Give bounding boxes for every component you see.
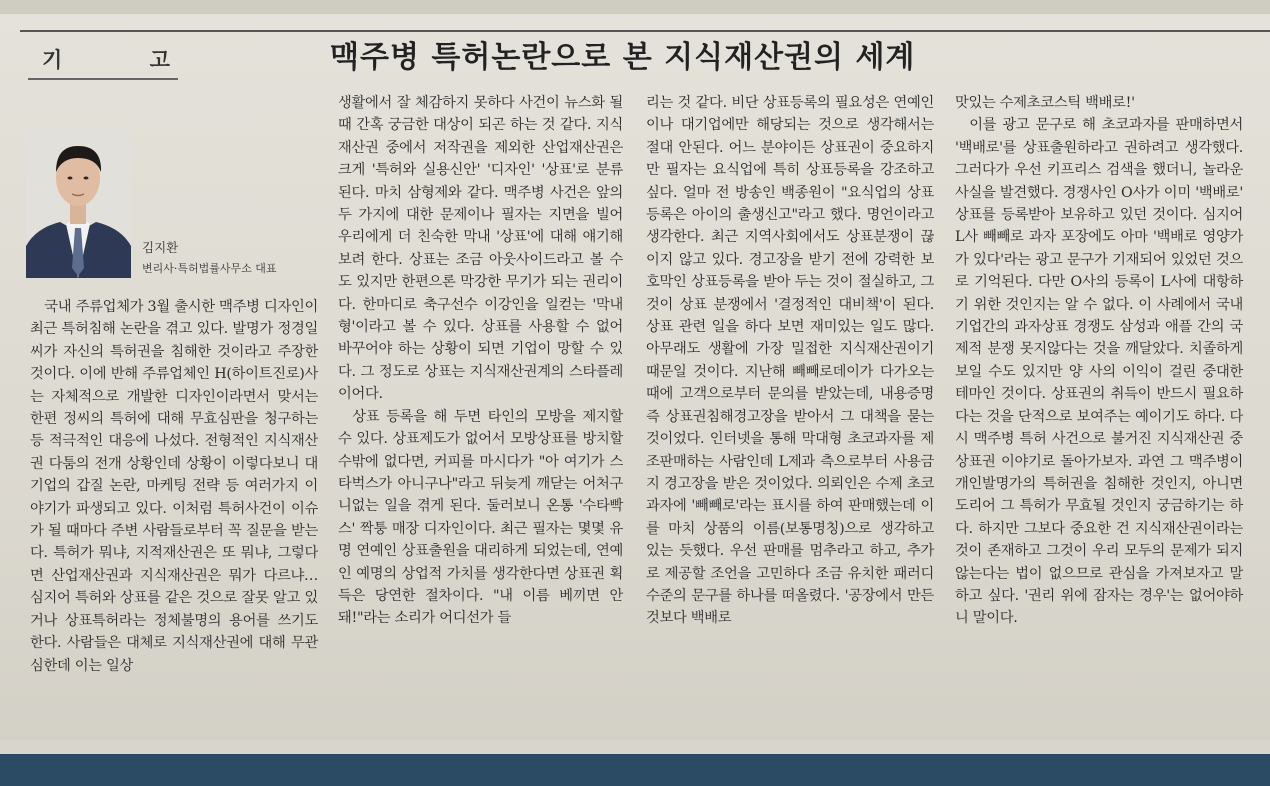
headline: 맥주병 특허논란으로 본 지식재산권의 세계 <box>330 40 916 75</box>
section-label: 기 고 <box>42 48 210 72</box>
bottom-margin <box>0 740 1270 754</box>
article-column-4 <box>955 92 1243 630</box>
article-paragraph: 리는 것 같다. 비단 상표등록의 필요성은 연예인이나 대기업에만 해당되는 것으로 생각해서는 절대 안된다. 어느 분야이든 상표권이 중요하지만 필자는 요식업에 특히 상표등록을 강조하고 싶다. 얼마 전 방송인 백종원이 "요식업의 상표등록은 아이의 출생신고"라고 했다. 명언이라고 생각한다. 최근 지역사회에서도 상표분쟁이 끊이지 않고 있다. 경고장을 받기 전에 강력한 보호막인 상표등록을 받아 두는 것이 절실하고, 그것이 상표 분쟁에서 '결정적인 대비책'이 된다. 상표 관련 일을 하다 보면 재미있는 일도 많다. 아무래도 생활에 가장 밀접한 지식재산권이기 때문일 것이다. 지난해 빼빼로데이가 다가오는 때에 고객으로부터 문의를 받았는데, 내용증명 즉 상표권침해경고장을 받아서 그 대책을 묻는 것이었다. 인터넷을 통해 막대형 초코과자를 제조판매하는 사람인데 L제과 측으로부터 사용금지 경고장을 받은 것이었다. 의뢰인은 수제 초코과자에 '빼빼로'라는 표시를 하여 판매했는데 이를 마치 상품의 이름(보통명칭)으로 생각하고 있는 듯했다. 우선 판매를 멈추라고 하고, 추가로 제공할 조언을 고민하다 조금 유치한 패러디 수준의 문구를 하나를 떠올렸다. '공장에서 만든 것보다 백배로 <box>646 95 934 627</box>
article-paragraph: 맛있는 수제초코스틱 백배로!' <box>955 95 1135 111</box>
article-column-2 <box>338 92 623 630</box>
top-strip <box>0 0 1270 14</box>
article-paragraph: 이를 광고 문구로 해 초코과자를 판매하면서 '백배로'를 상표출원하라고 권하려고 생각했다. 그러다가 우선 키프리스 검색을 했더니, 놀라운 사실을 발견했다. 경쟁사인 O사가 이미 '백배로' 상표를 등록받아 보유하고 있던 것이다. 심지어 L사 빼빼로 과자 포장에도 아마 '백배로 영양가가 있다'라는 광고 문구가 기재되어 있었던 것으로 기억된다. 다만 O사의 등록이 L사에 대항하기 위한 것인지는 알 수 없다. 이 사례에서 국내기업간의 과자상표 경쟁도 삼성과 애플 간의 국제적 분쟁 못지않다는 것을 깨달았다. 치졸하게 보일 수도 있지만 양 사의 이익이 걸린 중대한 테마인 것이다. 상표권의 취득이 반드시 필요하다는 것을 단적으로 보여주는 예이기도 하다. 다시 맥주병 특허 사건으로 불거진 지식재산권 중 상표권 이야기로 돌아가보자. 과연 그 맥주병이 개인발명가의 특허권을 침해한 것인지, 아니면 도리어 그 특허가 무효될 것인지 궁금하기는 하다. 하지만 그보다 중요한 건 지식재산권이라는 것이 존재하고 그것이 우리 모두의 문제가 되지 않는다는 법이 없으므로 관심을 가져보자고 말하고 싶다. '권리 위에 잠자는 경우'는 없어야하니 말이다. <box>955 117 1243 627</box>
article-column-1 <box>30 296 318 677</box>
article-paragraph: 상표 등록을 해 두면 타인의 모방을 제지할 수 있다. 상표제도가 없어서 모방상표를 방치할 수밖에 없다면, 커피를 마시다가 "아 여기가 스타벅스가 아니구나"라고 뒤늦게 깨닫는 어처구니없는 일을 겪게 된다. 둘러보니 온통 '수타빡스' 짝퉁 매장 디자인이다. 최근 필자는 몇몇 유명 연예인 상표출원을 대리하게 되었는데, 연예인 예명의 상업적 가치를 생각한다면 상표권 획득은 당연한 절차이다. "내 이름 베끼면 안돼!"라는 소리가 어디선가 들 <box>338 408 623 627</box>
article-paragraph: 국내 주류업체가 3월 출시한 맥주병 디자인이 최근 특허침해 논란을 겪고 있다. 발명가 정경일씨가 자신의 특허권을 침해한 것이라고 주장한 것이다. 이에 반해 주류업체인 H(하이트진로)사는 자체적으로 개발한 디자인이라면서 맞서는 한편 정씨의 특허에 대해 무효심판을 청구하는 등 적극적인 대응에 나섰다. 전형적인 지식재산권 다툼의 전개 상황인데 상황이 이렇다보니 대기업의 갑질 논란, 마케팅 전략 등 여러가지 이야기가 파생되고 있다. 이처럼 특허사건이 이슈가 될 때마다 주변 사람들로부터 꼭 질문을 받는다. 특허가 뭐냐, 지적재산권은 또 뭐냐, 그렇다면 산업재산권과 지식재산권은 뭐가 다르냐… 심지어 특허와 상표를 같은 것으로 잘못 알고 있거나 상표특허라는 정체불명의 용어를 쓰기도 한다. 사람들은 대체로 지식재산권에 대해 무관심한데 이는 일상 <box>30 299 318 674</box>
article-paragraph: 생활에서 잘 체감하지 못하다 사건이 뉴스화 될때 간혹 궁금한 대상이 되곤 하는 것 같다. 지식재산권 중에서 저작권을 제외한 산업재산권은 크게 '특허와 실용신안' '디자인' '상표'로 분류된다. 마치 삼형제와 같다. 맥주병 사건은 앞의 두 가지에 대한 문제이나 필자는 지면을 빌어 우리에게 더 친숙한 막내 '상표'에 대해 얘기해 보려 한다. 상표는 조금 아웃사이드라고 볼 수도 있지만 한편으론 막강한 무기가 되는 권리이다. 한마디로 축구선수 이강인을 일컫는 '막내형'이라고 볼 수 있다. 상표를 사용할 수 없어 바꾸어야 하는 상황이 되면 기업이 망할 수 있다. 그 정도로 상표는 지식재산권계의 스타플레이어다. <box>338 95 623 403</box>
article-column-3 <box>646 92 934 630</box>
author-title: 변리사·특허법률사무소 대표 <box>142 262 277 275</box>
author-name: 김지환 <box>142 240 179 255</box>
author-photo <box>26 128 131 278</box>
section-label-underline <box>28 78 178 80</box>
bottom-band <box>0 754 1270 786</box>
